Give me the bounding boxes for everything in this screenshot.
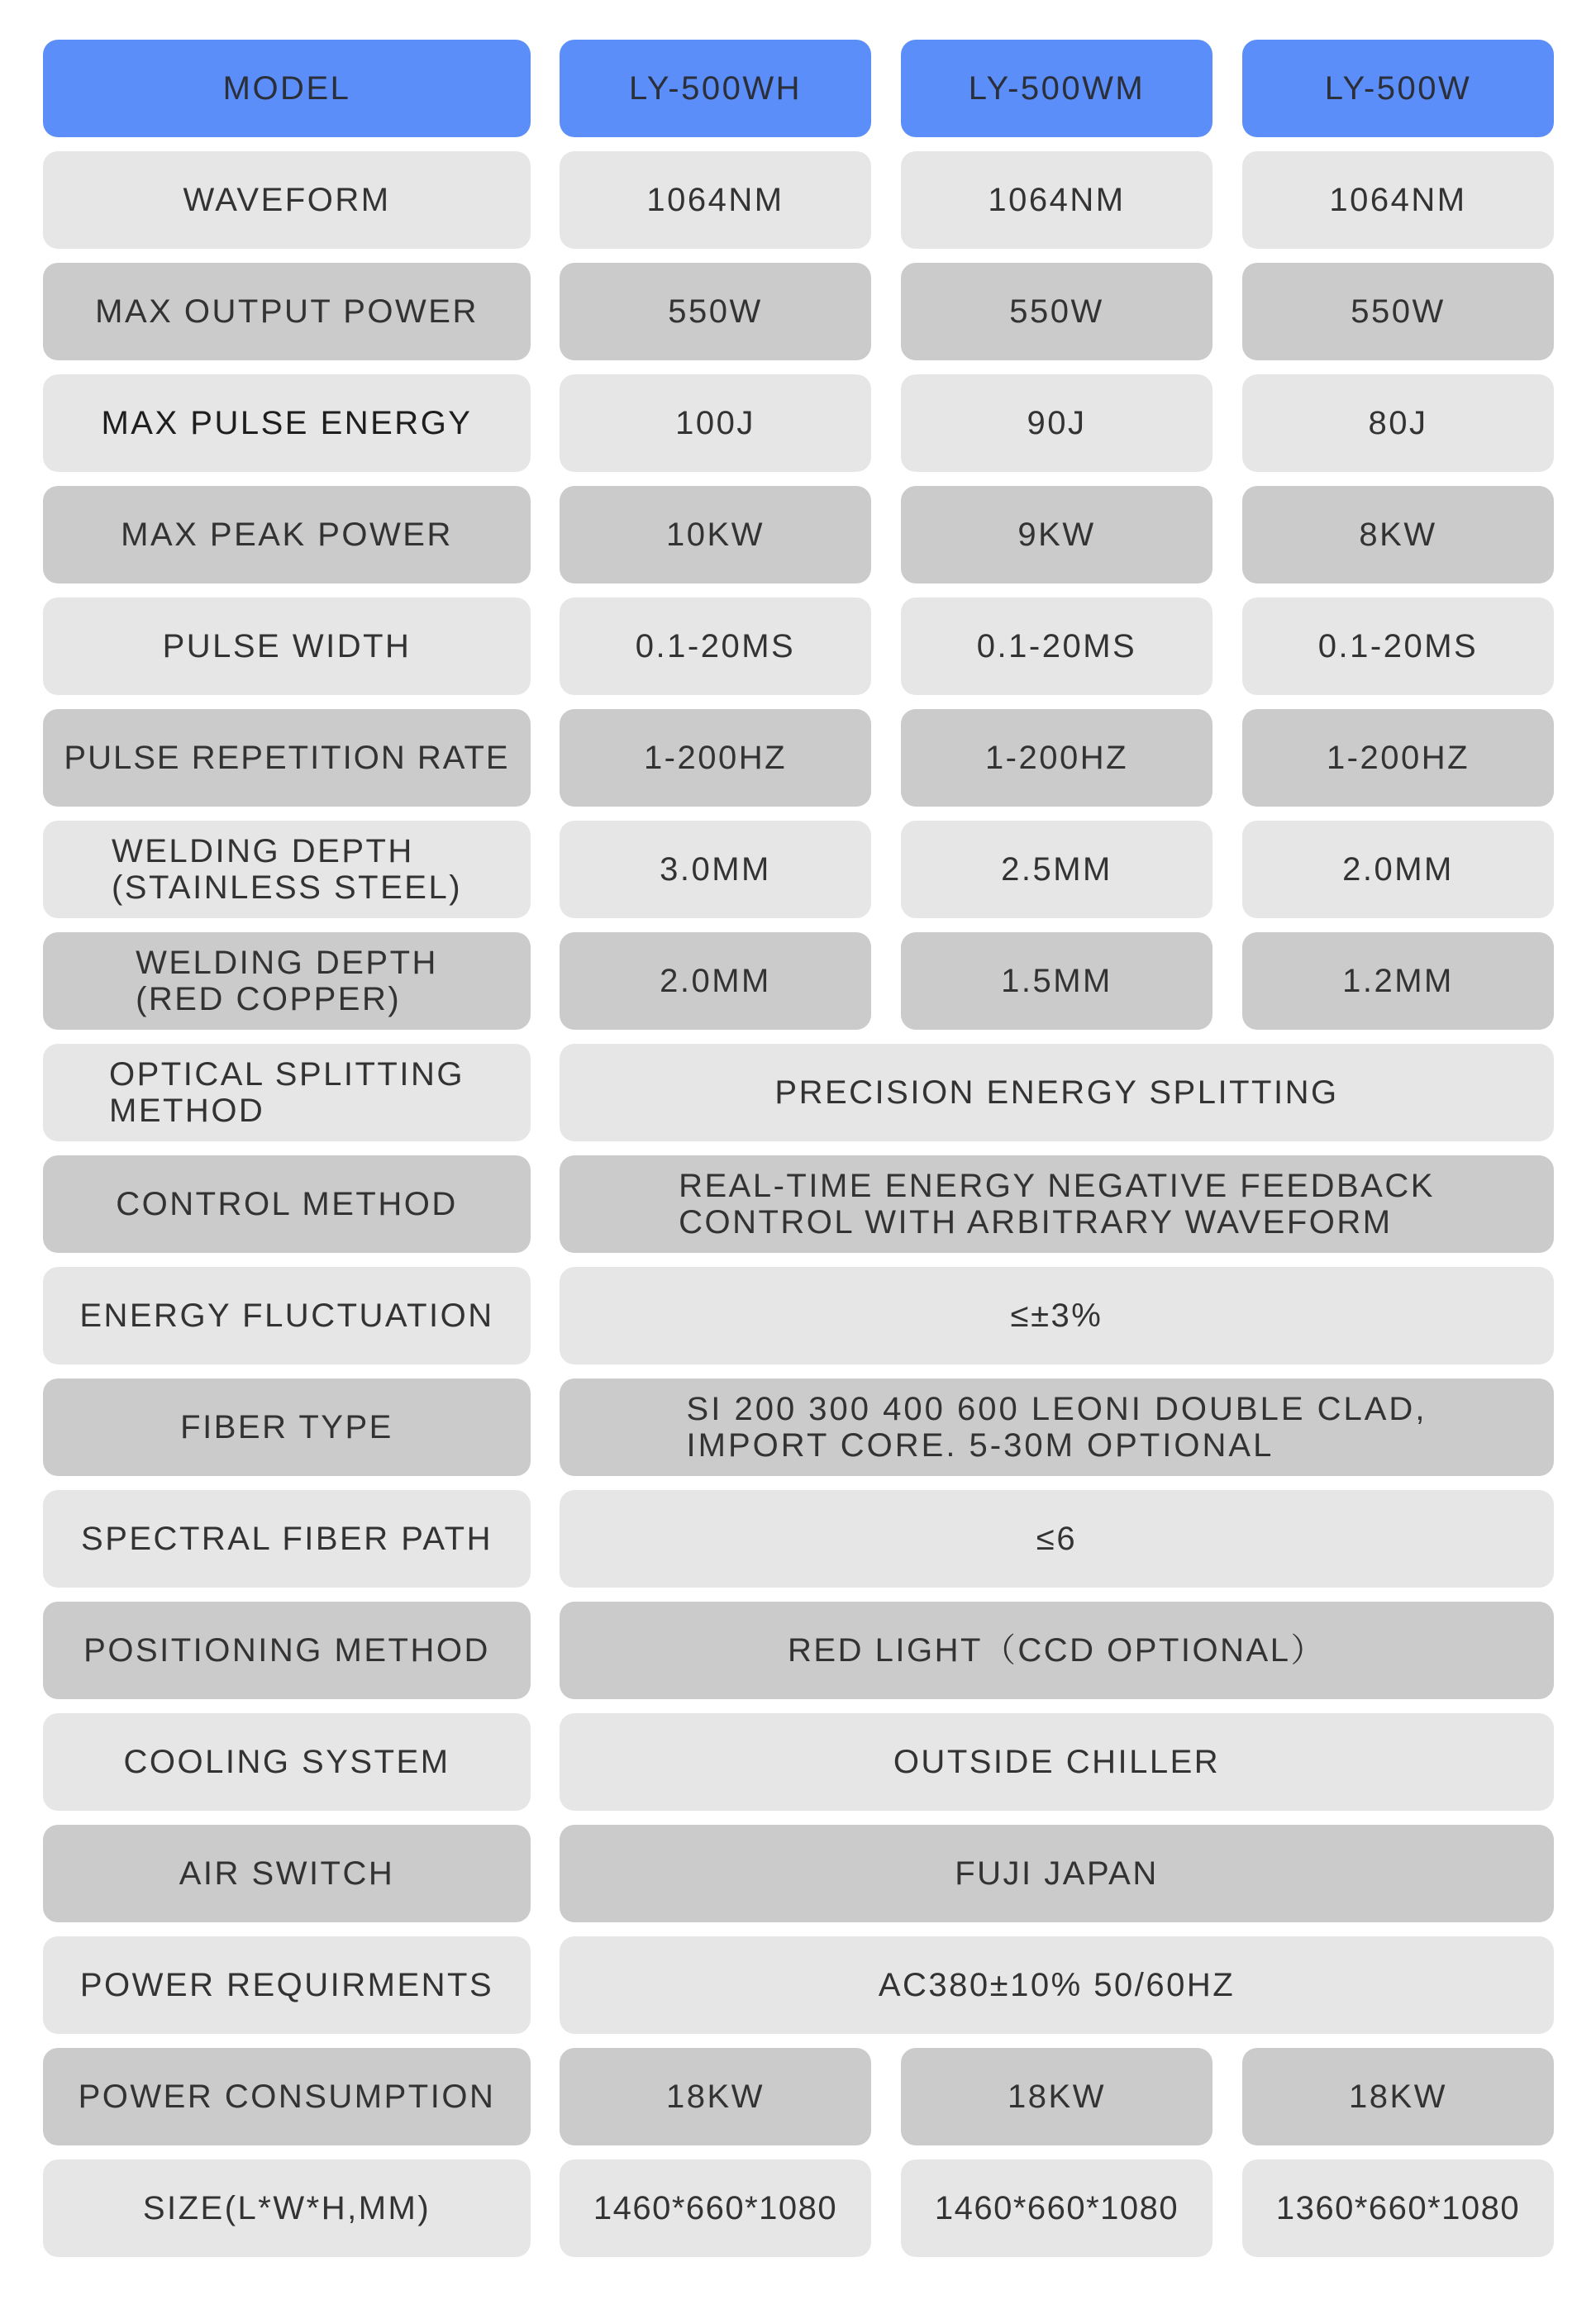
spec-row-fiber-type bbox=[0, 1379, 1596, 1476]
spec-value: 8KW bbox=[1242, 486, 1554, 583]
spec-row-pulse-repetition-rate bbox=[0, 709, 1596, 807]
spec-row-spectral-fiber-path bbox=[0, 1490, 1596, 1588]
spec-row-pulse-width bbox=[0, 598, 1596, 695]
spec-value: 1460*660*1080 bbox=[560, 2159, 871, 2257]
spec-value: 1064NM bbox=[901, 151, 1212, 249]
spec-value: 1360*660*1080 bbox=[1242, 2159, 1554, 2257]
spec-value: 10KW bbox=[560, 486, 871, 583]
spec-label: WELDING DEPTH (RED COPPER) bbox=[43, 932, 531, 1030]
spec-label: WELDING DEPTH (STAINLESS STEEL) bbox=[43, 821, 531, 918]
spec-value: 18KW bbox=[560, 2048, 871, 2145]
spec-label: ENERGY FLUCTUATION bbox=[43, 1267, 531, 1364]
spec-label: POWER REQUIRMENTS bbox=[43, 1936, 531, 2034]
spec-label: POWER CONSUMPTION bbox=[43, 2048, 531, 2145]
header-model-2: LY-500WM bbox=[901, 40, 1212, 137]
spec-value: ≤6 bbox=[560, 1490, 1554, 1588]
spec-label: PULSE REPETITION RATE bbox=[43, 709, 531, 807]
spec-value: 1-200HZ bbox=[901, 709, 1212, 807]
spec-value: 18KW bbox=[901, 2048, 1212, 2145]
spec-row-energy-fluctuation bbox=[0, 1267, 1596, 1364]
spec-value: 9KW bbox=[901, 486, 1212, 583]
spec-value: SI 200 300 400 600 LEONI DOUBLE CLAD, IMPORT CORE. 5-30M OPTIONAL bbox=[560, 1379, 1554, 1476]
spec-label: SPECTRAL FIBER PATH bbox=[43, 1490, 531, 1588]
spec-label: WAVEFORM bbox=[43, 151, 531, 249]
spec-value: 1064NM bbox=[560, 151, 871, 249]
spec-value: FUJI JAPAN bbox=[560, 1825, 1554, 1922]
spec-label: FIBER TYPE bbox=[43, 1379, 531, 1476]
spec-row-air-switch bbox=[0, 1825, 1596, 1922]
spec-value: 2.5MM bbox=[901, 821, 1212, 918]
spec-value: 1.2MM bbox=[1242, 932, 1554, 1030]
spec-row-power-consumption bbox=[0, 2048, 1596, 2145]
spec-label: COOLING SYSTEM bbox=[43, 1713, 531, 1811]
spec-label: SIZE(L*W*H,MM) bbox=[43, 2159, 531, 2257]
spec-value: 550W bbox=[560, 263, 871, 360]
spec-label: PULSE WIDTH bbox=[43, 598, 531, 695]
spec-label: CONTROL METHOD bbox=[43, 1155, 531, 1253]
spec-value: ≤±3% bbox=[560, 1267, 1554, 1364]
spec-row-power-requirements bbox=[0, 1936, 1596, 2034]
spec-label: MAX PULSE ENERGY bbox=[43, 374, 531, 472]
spec-value: 0.1-20MS bbox=[901, 598, 1212, 695]
header-model-3: LY-500W bbox=[1242, 40, 1554, 137]
spec-row-waveform bbox=[0, 151, 1596, 249]
spec-value: 0.1-20MS bbox=[560, 598, 871, 695]
spec-value: 80J bbox=[1242, 374, 1554, 472]
spec-row-size bbox=[0, 2159, 1596, 2257]
spec-label: AIR SWITCH bbox=[43, 1825, 531, 1922]
spec-value: 1-200HZ bbox=[560, 709, 871, 807]
spec-row-positioning-method bbox=[0, 1602, 1596, 1699]
spec-value: 1460*660*1080 bbox=[901, 2159, 1212, 2257]
spec-row-welding-depth-stainless bbox=[0, 821, 1596, 918]
header-row bbox=[0, 40, 1596, 137]
spec-value: 2.0MM bbox=[1242, 821, 1554, 918]
spec-value: 18KW bbox=[1242, 2048, 1554, 2145]
spec-value: 1-200HZ bbox=[1242, 709, 1554, 807]
spec-value: 3.0MM bbox=[560, 821, 871, 918]
spec-value: REAL-TIME ENERGY NEGATIVE FEEDBACK CONTROL WITH ARBITRARY WAVEFORM bbox=[560, 1155, 1554, 1253]
spec-row-welding-depth-copper bbox=[0, 932, 1596, 1030]
spec-value: 1.5MM bbox=[901, 932, 1212, 1030]
spec-label: OPTICAL SPLITTING METHOD bbox=[43, 1044, 531, 1141]
spec-value: PRECISION ENERGY SPLITTING bbox=[560, 1044, 1554, 1141]
spec-row-max-peak-power bbox=[0, 486, 1596, 583]
spec-value: 0.1-20MS bbox=[1242, 598, 1554, 695]
spec-row-max-pulse-energy bbox=[0, 374, 1596, 472]
spec-value: 550W bbox=[901, 263, 1212, 360]
spec-value: AC380±10% 50/60HZ bbox=[560, 1936, 1554, 2034]
spec-value: 2.0MM bbox=[560, 932, 871, 1030]
spec-value: OUTSIDE CHILLER bbox=[560, 1713, 1554, 1811]
spec-value: 1064NM bbox=[1242, 151, 1554, 249]
spec-label: MAX PEAK POWER bbox=[43, 486, 531, 583]
spec-row-optical-splitting bbox=[0, 1044, 1596, 1141]
spec-row-control-method bbox=[0, 1155, 1596, 1253]
spec-value: RED LIGHT（CCD OPTIONAL） bbox=[560, 1602, 1554, 1699]
spec-row-cooling-system bbox=[0, 1713, 1596, 1811]
header-model-1: LY-500WH bbox=[560, 40, 871, 137]
header-model-label: MODEL bbox=[43, 40, 531, 137]
spec-value: 90J bbox=[901, 374, 1212, 472]
spec-label: MAX OUTPUT POWER bbox=[43, 263, 531, 360]
spec-value: 100J bbox=[560, 374, 871, 472]
spec-row-max-output-power bbox=[0, 263, 1596, 360]
spec-label: POSITIONING METHOD bbox=[43, 1602, 531, 1699]
spec-value: 550W bbox=[1242, 263, 1554, 360]
